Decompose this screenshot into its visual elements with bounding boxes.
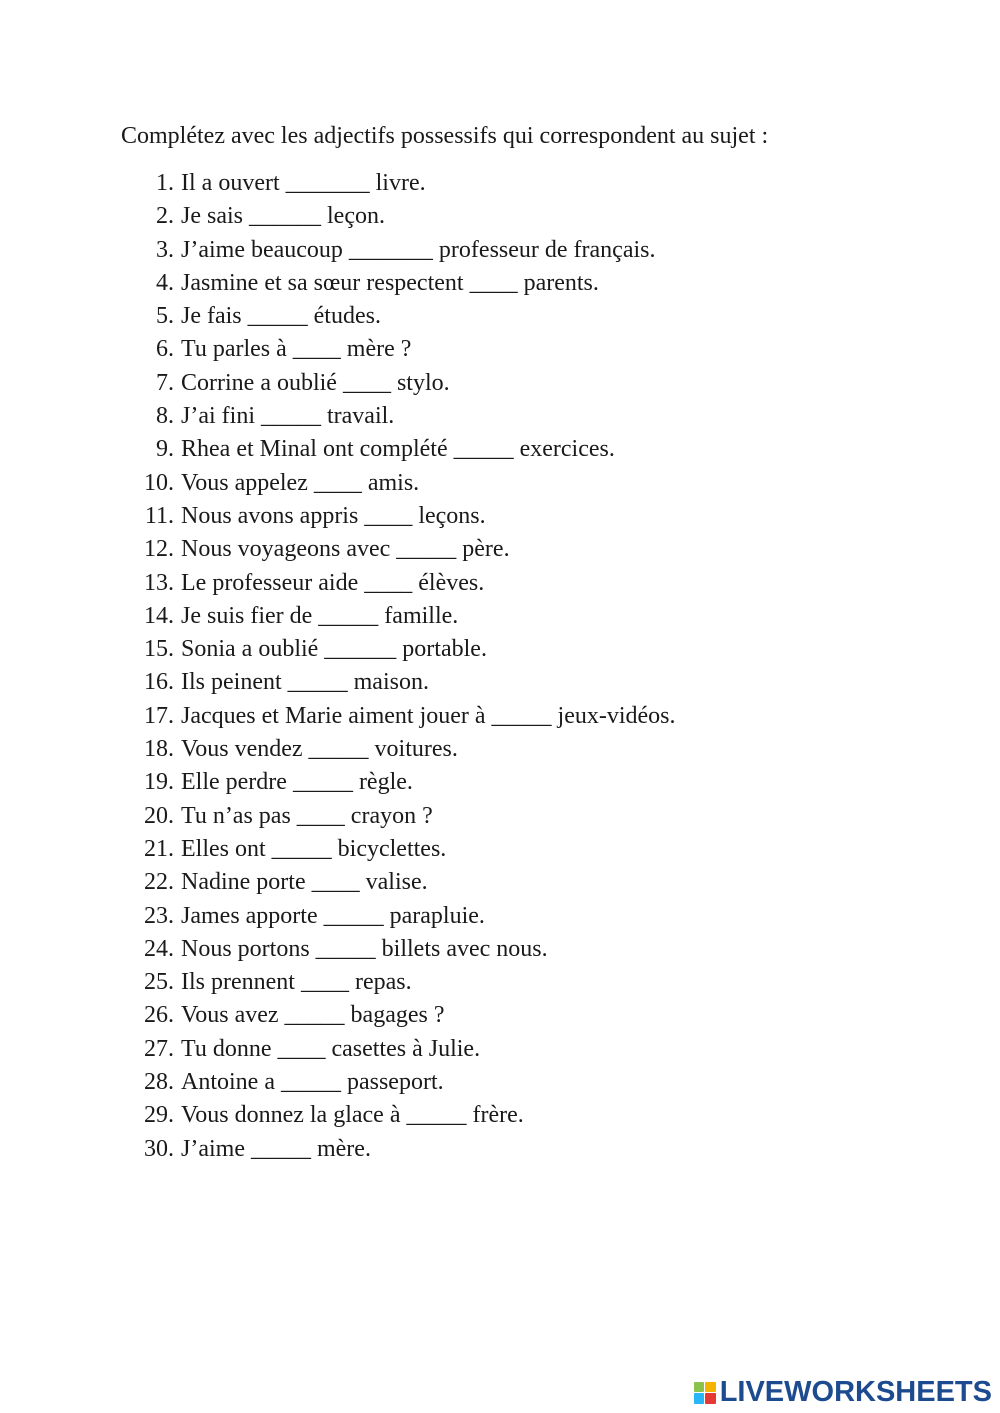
item-sentence: Rhea et Minal ont complété _____ exercices. <box>181 436 615 463</box>
item-sentence: Vous appelez ____ amis. <box>181 469 420 496</box>
exercise-item <box>0 200 1000 233</box>
liveworksheets-logo-icon <box>694 1382 716 1404</box>
exercise-item <box>0 533 1000 566</box>
exercise-list <box>0 167 1000 1166</box>
item-sentence: Jasmine et sa sœur respectent ____ parents. <box>181 269 599 296</box>
logo-mark-square <box>694 1393 705 1404</box>
exercise-item <box>0 367 1000 400</box>
exercise-item <box>0 866 1000 899</box>
item-sentence: Nadine porte ____ valise. <box>181 869 428 896</box>
exercise-item <box>0 633 1000 666</box>
exercise-item <box>0 333 1000 366</box>
item-number: 1. <box>156 170 174 196</box>
item-sentence: Tu donne ____ casettes à Julie. <box>181 1035 481 1062</box>
item-sentence: Ils peinent _____ maison. <box>181 669 429 696</box>
item-number: 10. <box>144 469 174 496</box>
item-sentence: Tu n’as pas ____ crayon ? <box>181 802 433 829</box>
item-number: 26. <box>144 1002 174 1029</box>
item-sentence: Il a ouvert _______ livre. <box>181 170 426 196</box>
logo-text: LIVEWORKSHEETS <box>719 1376 992 1408</box>
item-number: 13. <box>144 569 174 596</box>
exercise-item <box>0 766 1000 799</box>
item-number: 28. <box>144 1069 174 1096</box>
item-number: 23. <box>144 902 174 929</box>
exercise-item <box>0 1066 1000 1099</box>
item-number: 25. <box>144 969 174 996</box>
item-sentence: Je fais _____ études. <box>181 303 381 330</box>
exercise-item <box>0 666 1000 699</box>
item-number: 14. <box>144 602 174 629</box>
item-number: 6. <box>156 336 174 363</box>
liveworksheets-logo <box>694 1378 992 1407</box>
item-number: 30. <box>144 1135 174 1162</box>
item-sentence: Le professeur aide ____ élèves. <box>181 569 485 596</box>
exercise-item <box>0 1099 1000 1132</box>
item-number: 27. <box>144 1035 174 1062</box>
item-sentence: Nous voyageons avec _____ père. <box>181 536 510 563</box>
item-sentence: Vous avez _____ bagages ? <box>181 1002 445 1029</box>
item-sentence: Ils prennent ____ repas. <box>181 969 412 996</box>
item-number: 29. <box>144 1102 174 1129</box>
item-sentence: J’aime beaucoup _______ professeur de français. <box>181 236 656 263</box>
item-sentence: Je sais ______ leçon. <box>181 203 385 230</box>
item-number: 19. <box>144 769 174 796</box>
exercise-item <box>0 234 1000 267</box>
item-sentence: Jacques et Marie aiment jouer à _____ jeux-vidéos. <box>181 702 676 729</box>
exercise-item <box>0 467 1000 500</box>
logo-mark-square <box>705 1382 716 1393</box>
item-sentence: Corrine a oublié ____ stylo. <box>181 369 450 396</box>
item-sentence: Nous portons _____ billets avec nous. <box>181 935 548 962</box>
exercise-item <box>0 167 1000 200</box>
exercise-item <box>0 1033 1000 1066</box>
item-number: 5. <box>156 303 174 330</box>
item-number: 20. <box>144 802 174 829</box>
instruction-heading: Complétez avec les adjectifs possessifs qui correspondent au sujet : <box>121 123 769 149</box>
logo-mark-square <box>705 1393 716 1404</box>
exercise-item <box>0 733 1000 766</box>
item-sentence: James apporte _____ parapluie. <box>181 902 485 929</box>
item-number: 4. <box>156 269 174 296</box>
exercise-item <box>0 833 1000 866</box>
item-sentence: Elle perdre _____ règle. <box>181 769 413 796</box>
exercise-item <box>0 300 1000 333</box>
exercise-item <box>0 267 1000 300</box>
exercise-item <box>0 999 1000 1032</box>
item-number: 7. <box>156 369 174 396</box>
exercise-item <box>0 800 1000 833</box>
item-sentence: Tu parles à ____ mère ? <box>181 336 412 363</box>
item-number: 3. <box>156 236 174 263</box>
item-sentence: Vous donnez la glace à _____ frère. <box>181 1102 524 1129</box>
exercise-item <box>0 500 1000 533</box>
exercise-item <box>0 600 1000 633</box>
item-number: 15. <box>144 636 174 663</box>
exercise-item <box>0 700 1000 733</box>
exercise-item <box>0 400 1000 433</box>
item-number: 24. <box>144 935 174 962</box>
exercise-item <box>0 900 1000 933</box>
item-sentence: Nous avons appris ____ leçons. <box>181 502 486 529</box>
item-number: 12. <box>144 536 174 563</box>
item-number: 8. <box>156 403 174 430</box>
exercise-item <box>0 1133 1000 1166</box>
item-sentence: J’aime _____ mère. <box>181 1135 371 1162</box>
exercise-item <box>0 567 1000 600</box>
item-number: 21. <box>144 835 174 862</box>
item-sentence: Vous vendez _____ voitures. <box>181 736 458 763</box>
item-number: 22. <box>144 869 174 896</box>
item-number: 9. <box>156 436 174 463</box>
logo-mark-square <box>694 1382 705 1393</box>
item-number: 11. <box>144 502 174 529</box>
item-sentence: Je suis fier de _____ famille. <box>181 602 459 629</box>
item-sentence: Sonia a oublié ______ portable. <box>181 636 487 663</box>
item-number: 18. <box>144 736 174 763</box>
item-number: 2. <box>156 203 174 230</box>
item-sentence: Antoine a _____ passeport. <box>181 1069 444 1096</box>
item-number: 16. <box>144 669 174 696</box>
exercise-item <box>0 433 1000 466</box>
item-number: 17. <box>144 702 174 729</box>
exercise-item <box>0 966 1000 999</box>
item-sentence: J’ai fini _____ travail. <box>181 403 395 430</box>
item-sentence: Elles ont _____ bicyclettes. <box>181 835 447 862</box>
exercise-item <box>0 933 1000 966</box>
